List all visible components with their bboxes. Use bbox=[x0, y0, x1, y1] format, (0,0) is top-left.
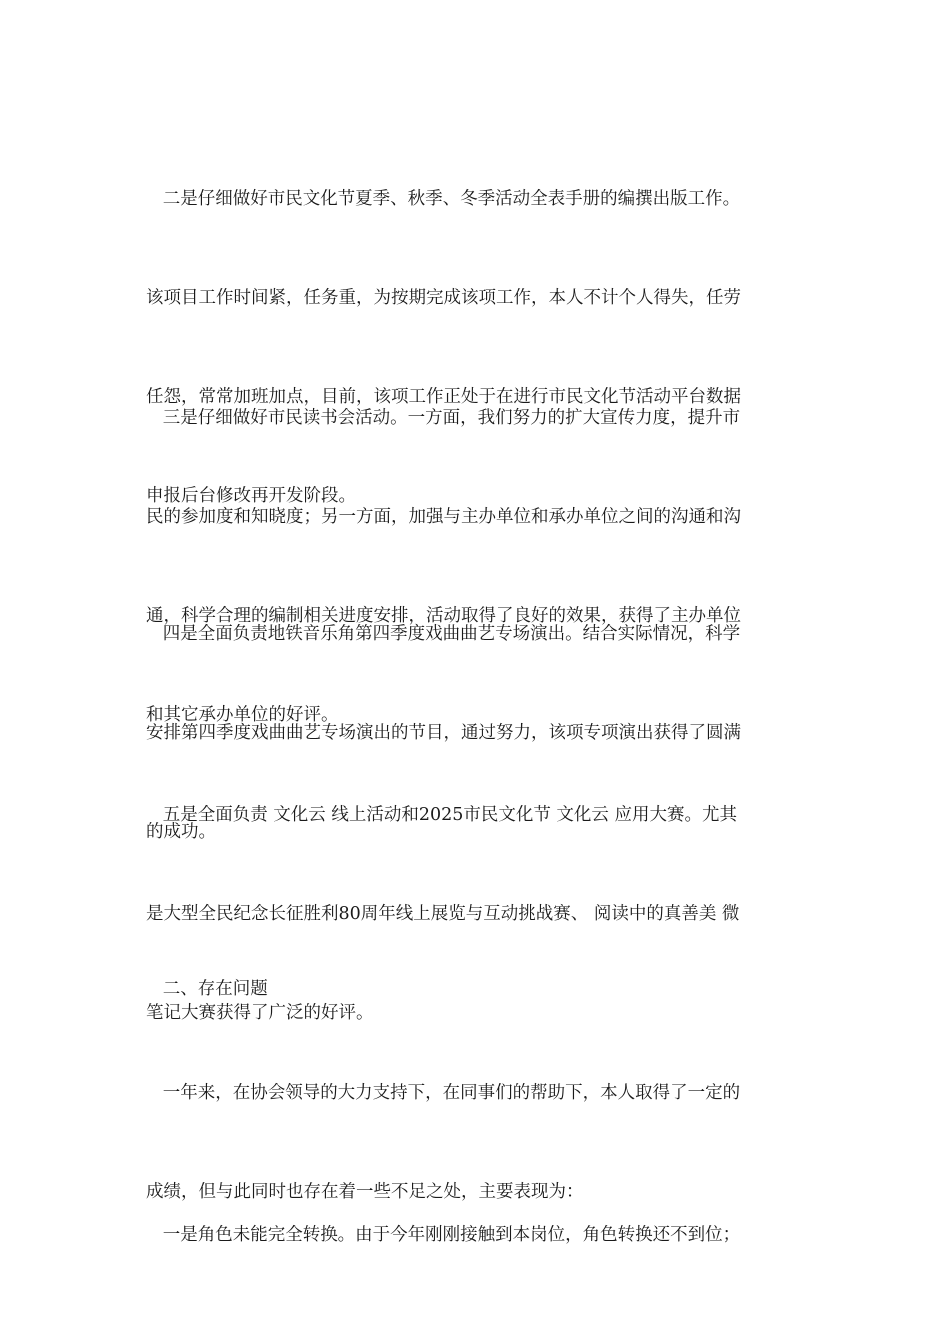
paragraph-line: 安排第四季度戏曲曲艺专场演出的节目，通过努力，该项专项演出获得了圆满 bbox=[146, 723, 741, 743]
paragraph-line: 一是角色未能完全转换。由于今年刚刚接触到本岗位，角色转换还不到位； bbox=[146, 1225, 741, 1245]
paragraph-line: 四是全面负责地铁音乐角第四季度戏曲曲艺专场演出。结合实际情况，科学 bbox=[146, 624, 741, 644]
paragraph-line: 成绩，但与此同时也存在着一些不足之处，主要表现为： bbox=[146, 1182, 584, 1202]
paragraph-line: 是大型全民纪念长征胜利80周年线上展览与互动挑战赛、 阅读中的真善美 微 bbox=[146, 904, 740, 924]
paragraph-line: 任怨，常常加班加点，目前，该项工作正处于在进行市民文化节活动平台数据 bbox=[146, 387, 741, 407]
paragraph-line: 三是仔细做好市民读书会活动。一方面，我们努力的扩大宣传力度，提升市 bbox=[146, 408, 741, 428]
paragraph-line: 通，科学合理的编制相关进度安排，活动取得了良好的效果，获得了主办单位 bbox=[146, 606, 741, 626]
paragraph-line: 该项目工作时间紧，任务重，为按期完成该项工作，本人不计个人得失，任劳 bbox=[146, 288, 741, 308]
paragraph-line: 五是全面负责 文化云 线上活动和2025市民文化节 文化云 应用大赛。尤其 bbox=[146, 805, 737, 825]
paragraph-line: 民的参加度和知晓度；另一方面，加强与主办单位和承办单位之间的沟通和沟 bbox=[146, 507, 741, 527]
paragraph-line: 一年来，在协会领导的大力支持下，在同事们的帮助下，本人取得了一定的 bbox=[146, 1083, 741, 1103]
paragraph-role-transition bbox=[146, 1153, 810, 1318]
paragraph-line: 申报后台修改再开发阶段。 bbox=[146, 486, 356, 506]
paragraph-line: 和其它承办单位的好评。 bbox=[146, 705, 339, 725]
paragraph-line: 笔记大赛获得了广泛的好评。 bbox=[146, 1003, 374, 1023]
paragraph-line: 的成功。 bbox=[146, 822, 216, 842]
paragraph-line: 二是仔细做好市民文化节夏季、秋季、冬季活动全表手册的编撰出版工作。 bbox=[146, 189, 741, 209]
section-heading-text: 二、存在问题 bbox=[146, 979, 268, 999]
